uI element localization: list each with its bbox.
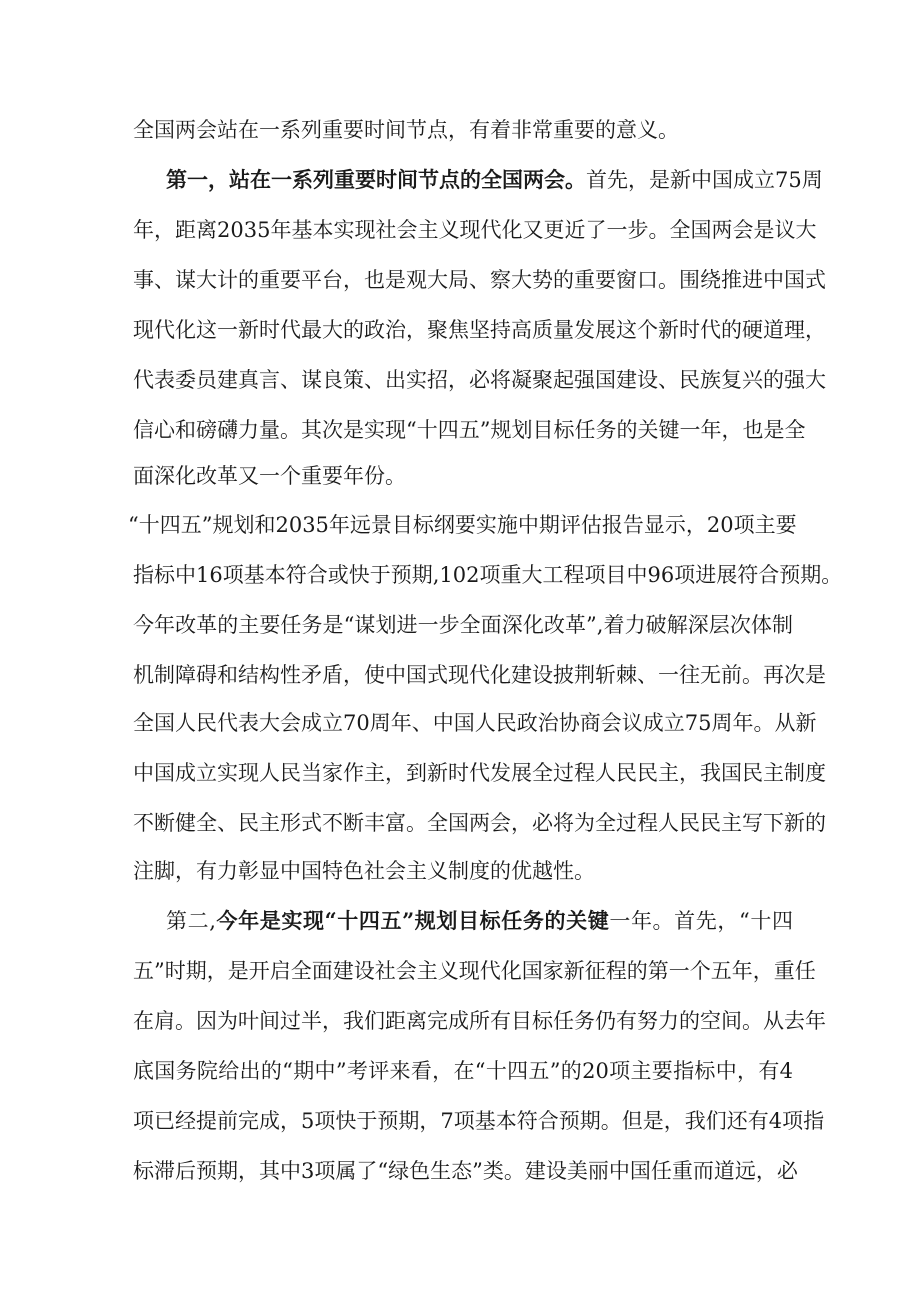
text-line: 面深化改革又一个重要年份。 xyxy=(133,464,406,488)
text-line: 机制障碍和结构性矛盾，使中国式现代化建设披荆斩棘、一往无前。再次是 xyxy=(133,663,826,687)
section-one-heading-line: 第一，站在一系列重要时间节点的全国两会。首先，是新中国成立75周 xyxy=(166,167,823,192)
text-line: 底国务院给出的“期中”考评来看，在“十四五”的20项主要指标中，有4 xyxy=(133,1059,793,1083)
text-line: 信心和磅礴力量。其次是实现“十四五”规划目标任务的关键一年，也是全 xyxy=(133,418,806,442)
text-line: 现代化这一新时代最大的政治，聚焦坚持高质量发展这个新时代的硬道理， xyxy=(133,318,826,342)
text-line: 全国人民代表大会成立70周年、中国人民政治协商会议成立75周年。从新 xyxy=(133,711,817,735)
text-line: 项已经提前完成，5项快于预期，7项基本符合预期。但是，我们还有4项指 xyxy=(133,1109,825,1133)
text-line: 不断健全、民主形式不断丰富。全国两会，必将为全过程人民民主写下新的 xyxy=(133,811,826,835)
text-line: 指标中16项基本符合或快于预期,102项重大工程项目中96项进展符合预期。 xyxy=(133,563,843,587)
section-one-heading: 第一，站在一系列重要时间节点的全国两会。 xyxy=(166,167,586,192)
text-line: 注脚，有力彰显中国特色社会主义制度的优越性。 xyxy=(133,859,595,883)
text-line: 全国两会站在一系列重要时间节点，有着非常重要的意义。 xyxy=(133,118,679,142)
text-line: 事、谋大计的重要平台，也是观大局、察大势的重要窗口。围绕推进中国式 xyxy=(133,268,826,292)
section-two-heading: 今年是实现“十四五”规划目标任务的关键 xyxy=(215,908,610,933)
text-line: 代表委员建真言、谋良策、出实招，必将凝聚起强国建设、民族复兴的强大 xyxy=(133,368,826,392)
text-line: 标滞后预期，其中3项属了“绿色生态”类。建设美丽中国任重而道远，必 xyxy=(133,1159,798,1183)
text-line: 今年改革的主要任务是“谋划进一步全面深化改革”,着力破解深层次体制 xyxy=(133,613,793,637)
text-line: 在肩。因为叶间过半，我们距离完成所有目标任务仍有努力的空间。从去年 xyxy=(133,1009,826,1033)
text-line: 年，距离2035年基本实现社会主义现代化又更近了一步。全国两会是议大 xyxy=(133,218,817,242)
text-line: 五”时期，是开启全面建设社会主义现代化国家新征程的第一个五年，重任 xyxy=(133,959,816,983)
section-two-heading-line: 第二,今年是实现“十四五”规划目标任务的关键一年。首先，“十四 xyxy=(166,908,793,933)
text-line: 中国成立实现人民当家作主，到新时代发展全过程人民民主，我国民主制度 xyxy=(133,761,826,785)
text-line: “十四五”规划和2035年远景目标纲要实施中期评估报告显示，20项主要 xyxy=(128,513,797,537)
